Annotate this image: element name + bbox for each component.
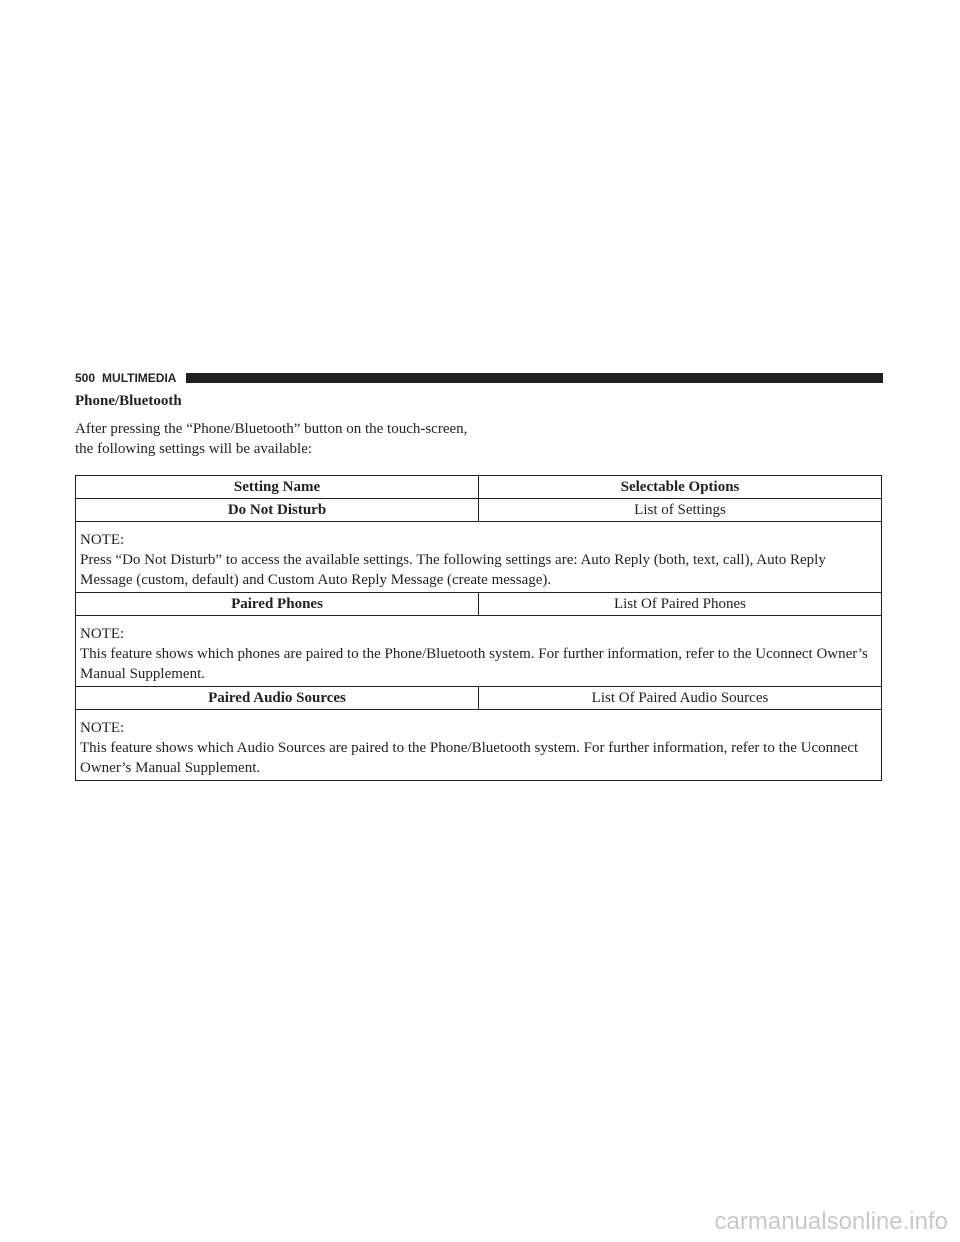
note-text: This feature shows which Audio Sources are paired to the Phone/Bluetooth system. For further information, refer to the Uconnect Owner’s Manual Supplement.	[80, 740, 859, 776]
note-cell	[76, 616, 882, 687]
page-header	[75, 371, 883, 385]
note-text: Press “Do Not Disturb” to access the available settings. The following settings are: Auto Reply (both, text, call), Auto Reply Message (custom, default) and Custom Auto Reply Message (create message).	[80, 552, 826, 588]
table-row	[76, 593, 882, 616]
table-row	[76, 687, 882, 710]
note-cell	[76, 522, 882, 593]
settings-table	[75, 475, 882, 781]
intro-paragraph: After pressing the “Phone/Bluetooth” button on the touch-screen, the following settings will be available:	[75, 421, 468, 457]
header-rule	[186, 373, 883, 383]
section-title: MULTIMEDIA	[102, 371, 177, 385]
note-row	[76, 616, 882, 687]
page-number: 500	[75, 371, 96, 385]
setting-option: List Of Paired Audio Sources	[479, 687, 882, 710]
site-watermark: carmanualsonline.info	[714, 1208, 948, 1235]
note-label: NOTE:	[80, 532, 125, 548]
setting-option: List of Settings	[479, 499, 882, 522]
section-heading: Phone/Bluetooth	[75, 393, 182, 409]
note-text: This feature shows which phones are paired to the Phone/Bluetooth system. For further information, refer to the Uconnect Owner’s Manual Supplement.	[80, 646, 868, 682]
setting-name: Do Not Disturb	[76, 499, 479, 522]
table-row	[76, 499, 882, 522]
setting-name: Paired Phones	[76, 593, 479, 616]
note-cell	[76, 710, 882, 781]
setting-option: List Of Paired Phones	[479, 593, 882, 616]
table-header-row	[76, 476, 882, 499]
note-label: NOTE:	[80, 720, 125, 736]
setting-name: Paired Audio Sources	[76, 687, 479, 710]
note-row	[76, 522, 882, 593]
header-setting-name: Setting Name	[76, 476, 479, 499]
note-label: NOTE:	[80, 626, 125, 642]
note-row	[76, 710, 882, 781]
header-selectable-options: Selectable Options	[479, 476, 882, 499]
